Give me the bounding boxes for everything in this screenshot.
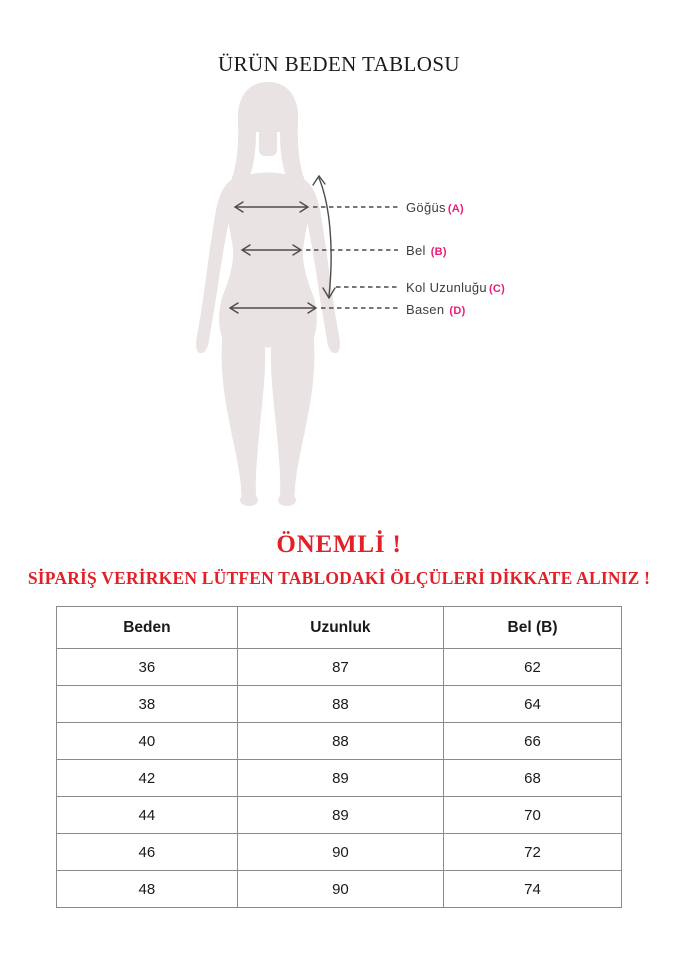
cell-uzunluk: 90 <box>237 834 443 871</box>
important-subheading: SİPARİŞ VERİRKEN LÜTFEN TABLODAKİ ÖLÇÜLERİ DİKKATE ALINIZ ! <box>27 568 651 588</box>
cell-bel: 68 <box>444 760 622 797</box>
measurement-label-hip <box>406 302 466 317</box>
header-uzunluk: Uzunluk <box>237 607 443 649</box>
cell-uzunluk: 89 <box>237 760 443 797</box>
cell-uzunluk: 88 <box>237 686 443 723</box>
measurement-name: Bel <box>406 243 426 258</box>
table-row <box>57 871 622 908</box>
measurement-label-arm-length <box>406 280 505 295</box>
measurement-label-waist <box>406 243 447 258</box>
cell-bel: 70 <box>444 797 622 834</box>
table-row <box>57 760 622 797</box>
header-bel: Bel (B) <box>444 607 622 649</box>
cell-beden: 46 <box>57 834 238 871</box>
measurement-label-chest <box>406 200 464 215</box>
measurement-letter: (C) <box>488 283 506 295</box>
measurement-letter: (B) <box>430 246 447 258</box>
table-row <box>57 723 622 760</box>
cell-beden: 36 <box>57 649 238 686</box>
cell-bel: 74 <box>444 871 622 908</box>
cell-bel: 72 <box>444 834 622 871</box>
header-beden: Beden <box>57 607 238 649</box>
cell-beden: 42 <box>57 760 238 797</box>
measurement-letter: (D) <box>449 305 466 317</box>
measurement-name: Göğüs <box>406 200 446 215</box>
size-table <box>56 606 622 908</box>
measurement-name: Basen <box>406 302 445 317</box>
table-row <box>57 649 622 686</box>
cell-bel: 62 <box>444 649 622 686</box>
cell-uzunluk: 90 <box>237 871 443 908</box>
table-row <box>57 686 622 723</box>
measurement-letter: (A) <box>447 203 464 215</box>
cell-uzunluk: 88 <box>237 723 443 760</box>
cell-uzunluk: 89 <box>237 797 443 834</box>
cell-beden: 40 <box>57 723 238 760</box>
cell-uzunluk: 87 <box>237 649 443 686</box>
cell-beden: 38 <box>57 686 238 723</box>
important-heading: ÖNEMLİ ! <box>276 531 402 558</box>
cell-beden: 48 <box>57 871 238 908</box>
measurement-name: Kol Uzunluğu <box>406 280 487 295</box>
table-row <box>57 797 622 834</box>
page-title: ÜRÜN BEDEN TABLOSU <box>218 52 460 76</box>
cell-beden: 44 <box>57 797 238 834</box>
female-silhouette <box>196 82 340 506</box>
cell-bel: 64 <box>444 686 622 723</box>
table-header-row <box>57 607 622 649</box>
cell-bel: 66 <box>444 723 622 760</box>
table-row <box>57 834 622 871</box>
